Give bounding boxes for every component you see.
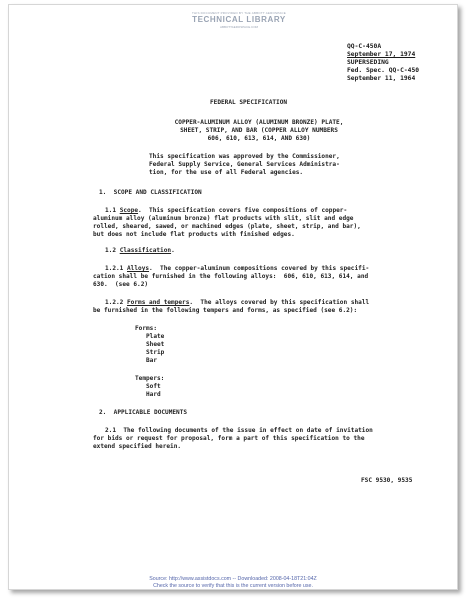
scope-line-1	[105, 207, 347, 215]
forms-tempers-label: Forms and tempers	[127, 299, 190, 306]
fsc-code: FSC 9530, 9535	[361, 477, 413, 484]
document-subtitle-line-1: COPPER-ALUMINUM ALLOY (ALUMINUM BRONZE) PLATE,	[174, 119, 344, 126]
temper-item-hard: Hard	[146, 391, 161, 398]
temper-item-soft: Soft	[146, 383, 161, 390]
alloys-line-2: cation shall be furnished in the following alloys: 606, 610, 613, 614, and	[93, 273, 369, 280]
scope-label: Scope	[119, 207, 139, 214]
source-footer-line-2: Check the source to verify that this is the current version before use.	[153, 583, 313, 589]
form-item-sheet: Sheet	[146, 341, 165, 348]
scope-line-3: rolled, sheared, sawed, or machined edges (plate, sheet, strip, and bar),	[93, 223, 361, 230]
document-header-block	[347, 43, 419, 83]
document-title: FEDERAL SPECIFICATION	[210, 99, 288, 106]
document-subtitle-line-2: SHEET, STRIP, AND BAR (COPPER ALLOY NUMBERS	[180, 127, 338, 134]
source-footer-line-1: Source: http://www.assistdocs.com -- Downloaded: 2008-04-18T21:04Z	[149, 576, 317, 582]
scope-line-1-text: . This specification covers five compositions of copper-	[138, 207, 348, 214]
para-2-1-line-1: 2.1 The following documents of the issue in effect on date of invitation	[105, 427, 373, 434]
para-2-1-line-3: extend specified herein.	[93, 443, 182, 450]
alloys-line-1-text: . The copper-aluminum compositions covered by this specifi-	[149, 265, 370, 272]
document-page	[8, 4, 458, 590]
classification-heading	[105, 247, 175, 255]
alloys-num: 1.2.1	[105, 265, 124, 272]
forms-tempers-num: 1.2.2	[105, 299, 124, 306]
banner-url: ABBOTTAEROSPACE.COM	[219, 25, 259, 29]
approval-line-3: tion, for the use of all Federal agencies.	[149, 169, 304, 176]
section-1-heading: 1. SCOPE AND CLASSIFICATION	[99, 189, 202, 196]
superseding-label: SUPERSEDING	[347, 59, 389, 66]
banner-top-text: THIS DOCUMENT PROVIDED BY THE ABBOTT AEROSPACE	[192, 11, 286, 15]
forms-tempers-line-1	[105, 299, 369, 307]
forms-tempers-line-2: be furnished in the following tempers and forms, as specified (see 6.2):	[93, 307, 358, 314]
forms-tempers-line-1-text: . The alloys covered by this specification shall	[189, 299, 370, 306]
form-item-bar: Bar	[146, 357, 158, 364]
alloys-line-3: 630. (see 6.2)	[93, 281, 149, 288]
forms-label: Forms:	[135, 325, 158, 332]
superseded-spec-date: September 11, 1964	[347, 75, 416, 82]
approval-line-1: This specification was approved by the Commissioner,	[149, 153, 340, 160]
superseded-spec: Fed. Spec. QQ-C-450	[347, 67, 420, 74]
section-2-heading: 2. APPLICABLE DOCUMENTS	[99, 409, 188, 416]
form-item-plate: Plate	[146, 333, 165, 340]
alloys-label: Alloys	[127, 265, 150, 272]
alloys-line-1	[105, 265, 369, 273]
classification-label: Classification	[119, 247, 172, 254]
form-item-strip: Strip	[146, 349, 165, 356]
para-2-1-line-2: for bids or request for proposal, form a part of this specification to the	[93, 435, 365, 442]
scope-line-2: aluminum alloy (aluminum bronze) flat products with slit, slit and edge	[93, 215, 354, 222]
approval-line-2: Federal Supply Service, General Services Administra-	[149, 161, 340, 168]
library-banner	[179, 11, 299, 29]
document-subtitle-line-3: 606, 610, 613, 614, AND 630)	[207, 135, 311, 142]
tempers-label: Tempers:	[135, 375, 165, 382]
banner-title: TECHNICAL LIBRARY	[192, 15, 286, 24]
classification-num: 1.2	[105, 247, 117, 254]
document-id: QQ-C-450A	[347, 43, 382, 50]
classification-punct: .	[171, 247, 175, 254]
document-date: September 17, 1974	[347, 51, 416, 58]
scope-line-4: but does not include flat products with finished edges.	[93, 231, 295, 238]
scope-num: 1.1	[105, 207, 117, 214]
